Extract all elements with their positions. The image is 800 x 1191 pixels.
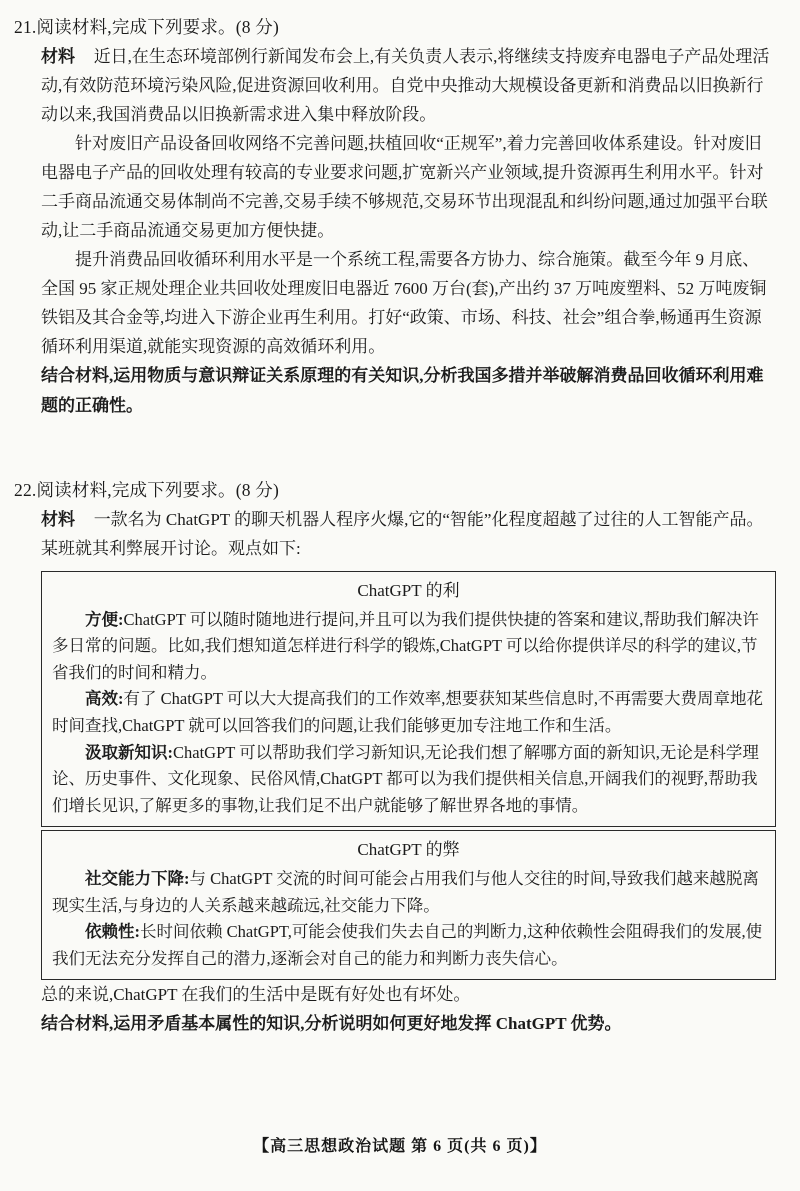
pros-item-convenience-text: ChatGPT 可以随时随地进行提问,并且可以为我们提供快捷的答案和建议,帮助我们解决许多日常的问题。比如,我们想知道怎样进行科学的锻炼,ChatGPT 可以给你提供详尽的科学的建议,节省我们的时间和精力。 — [52, 609, 759, 682]
question-21 — [14, 12, 778, 421]
question-22-body — [41, 505, 776, 1039]
pros-item-convenience-lead: 方便: — [85, 609, 124, 629]
cons-box-title: ChatGPT 的弊 — [357, 840, 460, 860]
question-22-header: 22.阅读材料,完成下列要求。(8 分) — [14, 480, 280, 500]
q22-material-label: 材料 — [41, 510, 75, 529]
chatgpt-cons-box — [41, 830, 776, 980]
q21-material-para-1-text: 近日,在生态环境部例行新闻发布会上,有关负责人表示,将继续支持废弃电器电子产品处理活动,有效防范环境污染风险,促进资源回收利用。自党中央推动大规模设备更新和消费品以旧换新行动以来,我国消费品以旧换新需求进入集中释放阶段。 — [41, 47, 770, 124]
cons-item-social-decline — [52, 866, 765, 919]
chatgpt-pros-box — [41, 571, 776, 827]
cons-item-social-decline-lead: 社交能力下降: — [85, 868, 190, 888]
pros-item-efficiency-text: 有了 ChatGPT 可以大大提高我们的工作效率,想要获知某些信息时,不再需要大费周章地花时间查找,ChatGPT 就可以回答我们的问题,让我们能够更加专注地工作和生活。 — [52, 689, 764, 735]
q22-material-intro — [41, 505, 776, 563]
pros-item-efficiency — [52, 686, 765, 739]
q21-material-para-2: 针对废旧产品设备回收网络不完善问题,扶植回收“正规军”,着力完善回收体系建设。针对废旧电器电子产品的回收处理有较高的专业要求问题,扩宽新兴产业领域,提升资源再生利用水平。针对二手商品流通交易体制尚不完善,交易手续不够规范,交易环节出现混乱和纠纷问题,通过加强平台联动,让二手商品流通交易更加方便快捷。 — [41, 134, 768, 240]
pros-item-efficiency-lead: 高效: — [85, 689, 124, 709]
q21-question-prompt: 结合材料,运用物质与意识辩证关系原理的有关知识,分析我国多措并举破解消费品回收循环利用难题的正确性。 — [41, 366, 764, 415]
cons-item-dependency — [52, 919, 765, 972]
pros-item-new-knowledge — [52, 740, 765, 820]
pros-item-new-knowledge-lead: 汲取新知识: — [85, 742, 173, 762]
cons-item-social-decline-text: 与 ChatGPT 交流的时间可能会占用我们与他人交往的时间,导致我们越来越脱离现实生活,与身边的人关系越来越疏远,社交能力下降。 — [52, 868, 759, 915]
page-footer: 【高三思想政治试题 第 6 页(共 6 页)】 — [253, 1138, 547, 1155]
question-21-body — [41, 42, 776, 421]
q22-question-prompt: 结合材料,运用矛盾基本属性的知识,分析说明如何更好地发挥 ChatGPT 优势。 — [41, 1014, 622, 1034]
pros-box-title: ChatGPT 的利 — [357, 581, 460, 600]
q22-material-intro-text: 一款名为 ChatGPT 的聊天机器人程序火爆,它的“智能”化程度超越了过往的人工智能产品。某班就其利弊展开讨论。观点如下: — [41, 510, 764, 558]
cons-item-dependency-lead: 依赖性: — [85, 922, 140, 942]
q21-material-para-1 — [41, 42, 776, 129]
pros-item-convenience — [52, 607, 765, 687]
question-22 — [14, 475, 778, 1039]
cons-item-dependency-text: 长时间依赖 ChatGPT,可能会使我们失去自己的判断力,这种依赖性会阻碍我们的发展,使我们无法充分发挥自己的潜力,逐渐会对自己的能力和判断力丧失信心。 — [52, 922, 763, 968]
q21-material-label: 材料 — [41, 47, 75, 66]
q21-material-para-3: 提升消费品回收循环利用水平是一个系统工程,需要各方协力、综合施策。截至今年 9 月底、全国 95 家正规处理企业共回收处理废旧电器近 7600 万台(套),产出约 37 万吨废塑料、52 万吨废铜铁铝及其合金等,均进入下游企业再生利用。打好“政策、市场、科技、社会”组合拳,畅通再生资源循环利用渠道,就能实现资源的高效循环利用。 — [41, 250, 767, 356]
q22-closing-statement: 总的来说,ChatGPT 在我们的生活中是既有好处也有坏处。 — [41, 985, 471, 1005]
pros-item-new-knowledge-text: ChatGPT 可以帮助我们学习新知识,无论我们想了解哪方面的新知识,无论是科学理论、历史事件、文化现象、民俗风情,ChatGPT 都可以为我们提供相关信息,开阔我们的视野,帮助我们增长见识,了解更多的事物,让我们足不出户就能够了解世界各地的事情。 — [52, 742, 759, 815]
question-21-header: 21.阅读材料,完成下列要求。(8 分) — [14, 17, 280, 37]
